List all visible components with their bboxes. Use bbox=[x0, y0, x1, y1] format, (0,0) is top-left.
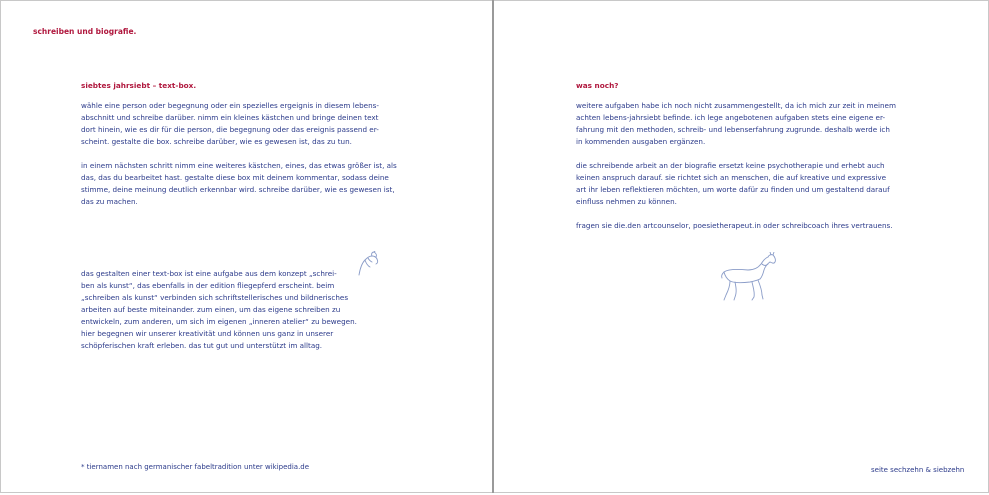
text-line: hier begegnen wir unserer kreativität und können uns ganz in unserer bbox=[81, 329, 334, 338]
text-line: weitere aufgaben habe ich noch nicht zusammengestellt, da ich mich zur zeit in meinem bbox=[576, 101, 896, 110]
text-line: keinen anspruch darauf. sie richtet sich an menschen, die auf kreative und expressive bbox=[576, 173, 887, 182]
right-paragraph-3 bbox=[576, 220, 916, 232]
text-line: „schreiben als kunst“ verbinden sich schriftstellerisches und bildnerisches bbox=[81, 293, 349, 302]
left-paragraph-3 bbox=[81, 268, 401, 352]
text-line: art ihr leben reflektieren möchten, um worte dafür zu finden und um gestaltend darauf bbox=[576, 185, 890, 194]
left-heading: siebtes jahrsiebt – text-box. bbox=[81, 81, 197, 90]
right-heading: was noch? bbox=[576, 81, 619, 90]
ghost-page-number bbox=[950, 28, 952, 40]
text-line: scheint. gestalte die box. schreibe darüber, wie es gewesen ist, das zu tun. bbox=[81, 137, 352, 146]
text-line: entwickeln, zum anderen, um sich im eigenen „inneren atelier“ zu bewegen. bbox=[81, 317, 357, 326]
text-line: das gestalten einer text-box ist eine aufgabe aus dem konzept „schrei- bbox=[81, 269, 337, 278]
text-line: wähle eine person oder begegnung oder ein spezielles ergeignis in diesem lebens- bbox=[81, 101, 380, 110]
left-paragraph-1 bbox=[81, 100, 401, 148]
text-line: das zu machen. bbox=[81, 197, 138, 206]
text-line: das, das du bearbeitet hast. gestalte diese box mit deinem kommentar, sodass deine bbox=[81, 173, 389, 182]
text-line: einfluss nehmen zu können. bbox=[576, 197, 677, 206]
left-paragraph-2 bbox=[81, 160, 401, 208]
text-line: in kommenden ausgaben ergänzen. bbox=[576, 137, 706, 146]
text-line: schöpferischen kraft erleben. das tut gut und unterstützt im alltag. bbox=[81, 341, 323, 350]
running-head: schreiben und biografie. bbox=[33, 27, 137, 36]
right-page bbox=[493, 0, 989, 493]
horse-sketch-icon bbox=[718, 252, 778, 302]
text-line: achten lebens-jahrsiebt befinde. ich lege angebotenen aufgaben stets eine eigene er- bbox=[576, 113, 886, 122]
page-gutter bbox=[492, 0, 494, 493]
text-line: stimme, deine meinung deutlich erkennbar wird. schreibe darüber, wie es gewesen ist, bbox=[81, 185, 395, 194]
text-line: fragen sie die.den artcounselor, poesietherapeut.in oder schreibcoach ihres vertrauens. bbox=[576, 221, 893, 230]
right-paragraph-2 bbox=[576, 160, 916, 208]
text-line: in einem nächsten schritt nimm eine weiteres kästchen, eines, das etwas größer ist, als bbox=[81, 161, 397, 170]
footnote: * tiernamen nach germanischer fabeltradition unter wikipedia.de bbox=[81, 463, 310, 471]
right-paragraph-1 bbox=[576, 100, 916, 148]
text-line: fahrung mit den methoden, schreib- und lebenserfahrung zugrunde. deshalb werde ich bbox=[576, 125, 890, 134]
text-line: dort hinein, wie es dir für die person, die begegnung oder das ereignis passend er- bbox=[81, 125, 379, 134]
footer-page-numbers: seite sechzehn & siebzehn bbox=[871, 466, 965, 474]
text-line: arbeiten auf beste miteinander. zum einen, um das eigene schreiben zu bbox=[81, 305, 341, 314]
text-line: die schreibende arbeit an der biografie ersetzt keine psychotherapie und erhebt auch bbox=[576, 161, 885, 170]
ghost-running-head bbox=[525, 28, 527, 40]
text-line: abschnitt und schreibe darüber. nimm ein kleines kästchen und bringe deinen text bbox=[81, 113, 379, 122]
left-page bbox=[0, 0, 494, 493]
text-line: ben als kunst“, das ebenfalls in der edition fliegepferd erscheint. beim bbox=[81, 281, 335, 290]
